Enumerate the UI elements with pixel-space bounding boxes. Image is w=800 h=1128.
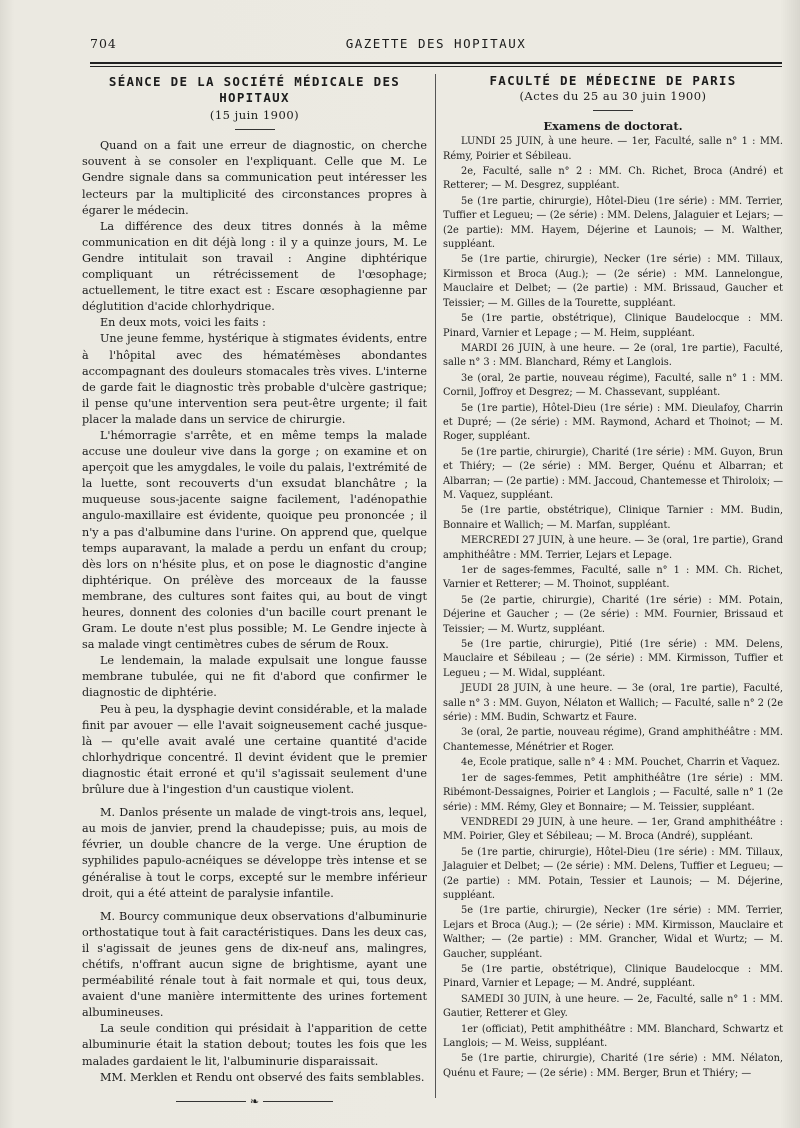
exam-entry: 1er de sages-femmes, Petit amphithéâtre (1re série) : MM. Ribémont-Dessaignes, Poirier et Langlois ; — Faculté, salle n° 1 (2e série) : MM. Rémy, Gley et Bonnaire; — M. Teissier, suppléant. (443, 772, 783, 813)
exam-entry: VENDREDI 29 JUIN, à une heure. — 1er, Grand amphithéâtre : MM. Poirier, Gley et Sébileau; — M. Broca (André), suppléant. (443, 816, 783, 843)
exam-entry: LUNDI 25 JUIN, à une heure. — 1er, Faculté, salle n° 1 : MM. Rémy, Poirier et Sébileau. (443, 136, 783, 162)
exam-entry: 1er de sages-femmes, Faculté, salle n° 1 : MM. Ch. Richet, Varnier et Retterer; — M. Thoinot, suppléant. (443, 565, 783, 591)
article-paragraph: MM. Merklen et Rendu ont observé des faits semblables. (100, 1070, 425, 1084)
page-number: 704 (90, 36, 117, 51)
section-title-faculte: FACULTÉ DE MÉDECINE DE PARIS (489, 73, 737, 88)
exam-entry: 5e (1re partie, obstétrique), Clinique Baudelocque : MM. Pinard, Varnier et Lepage; — M. André, suppléant. (443, 963, 783, 990)
exam-entry: 5e (1re partie, chirurgie), Hôtel-Dieu (1re série) : MM. Terrier, Tuffier et Legueu; — (2e série) : MM. Delens, Jalaguier et Lejars; — (2e partie): MM. Hayem, Déjerine et Launois; — M. Walther, suppléant. (443, 195, 783, 251)
exam-entry: 3e (oral, 2e partie, nouveau régime), Grand amphithéâtre : MM. Chantemesse, Ménétrier et Roger. (443, 727, 783, 753)
page-header (90, 36, 782, 60)
article-paragraph: L'hémorragie s'arrête, et en même temps la malade accuse une douleur vive dans la gorge ; on examine et on aperçoit que les amygdales, le voile du palais, l'extrémité de la luette, sont recouverts d'un exsudat blanchâtre ; la muqueuse sous-jacente saigne facilement, l'adénopathie angulo-maxillaire est évidente, quoique peu prononcée ; il n'y a pas d'albumine dans l'urine. On apprend que, quelque temps auparavant, la malade a perdu un enfant du croup; dès lors on n'hésite plus, et on pose le diagnostic d'angine diphtérique. On prélève des morceaux de la fausse membrane, des cultures sont faites qui, au bout de vingt heures, donnent des colonies d'un bacille court prenant le Gram. Le doute n'est plus possible; M. Le Gendre injecte à sa malade vingt centimètres cubes de sérum de Roux. (82, 428, 427, 652)
article-paragraph: La différence des deux titres donnés à la même communication en dit déjà long : il y a quinze jours, M. Le Gendre intitulait son travail : Angine diphtérique compliquant un rétrécissement de l'œsophage; actuellement, le titre exact est : Escare œsophagienne par déglutition d'acide chlorhydrique. (82, 219, 427, 314)
left-column (82, 74, 427, 1110)
article-paragraph: M. Danlos présente un malade de vingt-trois ans, lequel, au mois de janvier, prend la chaudepisse; puis, au mois de février, un double chancre de la verge. Une éruption de syphilides papulo-acnéiques se développe très intense et se généralise à tout le corps, excepté sur le membre inférieur droit, qui a été atteint de paralysie infantile. (82, 806, 427, 900)
exam-entry: 3e (oral, 2e partie, nouveau régime), Faculté, salle n° 1 : MM. Cornil, Joffroy et Desgrez; — M. Chassevant, suppléant. (443, 372, 783, 399)
article-paragraph: Le lendemain, la malade expulsait une longue fausse membrane tubulée, qui ne fit d'abord que confirmer le diagnostic de diphtérie. (82, 654, 427, 700)
article-paragraph: Peu à peu, la dysphagie devint considérable, et la malade finit par avouer — elle l'avait soigneusement caché jusque-là — qu'elle avait avalé une certaine quantité d'acide chlorhydrique concentré. Il devint évident que le premier diagnostic était erroné et qu'il s'agissait seulement d'une brûlure due à l'ingestion d'un caustique violent. (82, 702, 427, 797)
exam-entry: 5e (1re partie, obstétrique), Clinique Tarnier : MM. Budin, Bonnaire et Wallich; — M. Marfan, suppléant. (443, 505, 783, 531)
article-paragraph: En deux mots, voici les faits : (100, 316, 266, 330)
exam-entry: 5e (1re partie, obstétrique), Clinique Baudelocque : MM. Pinard, Varnier et Lepage ; — M. Heim, suppléant. (443, 313, 783, 339)
running-title: GAZETTE DES HOPITAUX (345, 36, 527, 51)
header-rule-thick (90, 62, 782, 64)
title-rule (593, 110, 633, 111)
exam-entry: JEUDI 28 JUIN, à une heure. — 3e (oral, 1re partie), Faculté, salle n° 3 : MM. Guyon, Nélaton et Wallich; — Faculté, salle n° 2 (2e série) : MM. Budin, Schwartz et Faure. (443, 683, 783, 724)
exam-entry: 1er (officiat), Petit amphithéâtre : MM. Blanchard, Schwartz et Langlois; — M. Weiss, suppléant. (443, 1023, 783, 1049)
exam-entry: MERCREDI 27 JUIN, à une heure. — 3e (oral, 1re partie), Grand amphithéâtre : MM. Terrier, Lejars et Lepage. (443, 535, 783, 561)
exam-entry: 4e, Ecole pratique, salle n° 4 : MM. Pouchet, Charrin et Vaquez. (461, 757, 780, 769)
article-paragraph: M. Bourcy communique deux observations d'albuminurie orthostatique tout à fait caractéristiques. Dans les deux cas, il s'agissait de jeunes gens de dix-neuf ans, malingres, chétifs, n'offrant aucun signe de brightisme, ayant une perméabilité rénale tout à fait normale et qui, tous deux, avaient d'une manière intermittente des urines fortement albumineuses. (82, 909, 427, 1020)
section-title-societe: SÉANCE DE LA SOCIÉTÉ MÉDICALE DES HOPITAUX (108, 74, 401, 106)
exam-entry: 5e (1re partie, chirurgie), Hôtel-Dieu (1re série) : MM. Tillaux, Jalaguier et Delbet; — (2e série) : MM. Delens, Tuffier et Legueu; — (2e partie) : MM. Potain, Tessier et Launois; — M. Déjerine, suppléant. (443, 846, 783, 901)
end-ornament: ❧ (82, 1094, 427, 1110)
exams-heading: Examens de doctorat. (543, 118, 683, 133)
exam-entry: 5e (1re partie, chirurgie), Charité (1re série) : MM. Guyon, Brun et Thiéry; — (2e série) : MM. Berger, Quénu et Albarran; et Albarran; — (2e partie) : MM. Jaccoud, Chantemesse et Thiroloix; — M. Vaquez, suppléant. (443, 446, 783, 501)
article-body (82, 138, 427, 1085)
exam-entry: 5e (1re partie, chirurgie), Necker (1re série) : MM. Tillaux, Kirmisson et Broca (Aug.); — (2e série) : MM. Lannelongue, Mauclaire et Delbet; — (2e partie) : MM. Brissaud, Gaucher et Teissier; — M. Gilles de la Tourette, suppléant. (443, 254, 783, 309)
title-rule (235, 129, 275, 130)
exam-list (443, 135, 783, 1081)
article-paragraph: Une jeune femme, hystérique à stigmates évidents, entre à l'hôpital avec des hématémèses abondantes accompagnant des douleurs stomacales très vives. L'interne de garde fait le diagnostic très probable d'ulcère gastrique; il pense qu'une intervention sera peut-être urgente; il fait placer la malade dans un service de chirurgie. (82, 332, 427, 426)
column-divider (435, 74, 436, 1098)
article-paragraph: La seule condition qui présidait à l'apparition de cette albuminurie était la station debout; toutes les fois que les malades gardaient le lit, l'albuminurie disparaissait. (82, 1022, 427, 1068)
exam-entry: 2e, Faculté, salle n° 2 : MM. Ch. Richet, Broca (André) et Retterer; — M. Desgrez, suppléant. (443, 166, 783, 192)
right-column (443, 74, 783, 1081)
article-paragraph: Quand on a fait une erreur de diagnostic, on cherche souvent à se consoler en l'expliquant. Celle que M. Le Gendre signale dans sa communication peut intéresser les lecteurs par la multiplicité des circonstances propres à égarer le médecin. (82, 139, 427, 217)
header-rule-thin (90, 66, 782, 67)
exam-entry: 5e (1re partie, chirurgie), Charité (1re série) : MM. Nélaton, Quénu et Faure; — (2e série) : MM. Berger, Brun et Thiéry; — (443, 1053, 783, 1079)
exam-entry: 5e (1re partie, chirurgie), Pitié (1re série) : MM. Delens, Mauclaire et Sébileau ; — (2e série) : MM. Kirmisson, Tuffier et Legueu ; — M. Widal, suppléant. (443, 639, 783, 679)
section-date-societe: (15 juin 1900) (209, 108, 300, 123)
exam-entry: 5e (1re partie, chirurgie), Necker (1re série) : MM. Terrier, Lejars et Broca (Aug.); — (2e série) : MM. Kirmisson, Mauclaire et Walther; — (2e partie) : MM. Grancher, Widal et Wurtz; — M. Gaucher, suppléant. (443, 905, 783, 960)
exam-entry: SAMEDI 30 JUIN, à une heure. — 2e, Faculté, salle n° 1 : MM. Gautier, Retterer et Gley. (443, 993, 783, 1020)
exam-entry: 5e (1re partie), Hôtel-Dieu (1re série) : MM. Dieulafoy, Charrin et Dupré; — (2e série) : MM. Raymond, Achard et Thoinot; — M. Roger, suppléant. (443, 402, 783, 443)
exam-entry: 5e (2e partie, chirurgie), Charité (1re série) : MM. Potain, Déjerine et Gaucher ; — (2e série) : MM. Fournier, Brissaud et Teissier; — M. Wurtz, suppléant. (443, 594, 783, 635)
section-date-faculte: (Actes du 25 au 30 juin 1900) (519, 89, 707, 104)
exam-entry: MARDI 26 JUIN, à une heure. — 2e (oral, 1re partie), Faculté, salle n° 3 : MM. Blanchard, Rémy et Langlois. (443, 342, 783, 369)
